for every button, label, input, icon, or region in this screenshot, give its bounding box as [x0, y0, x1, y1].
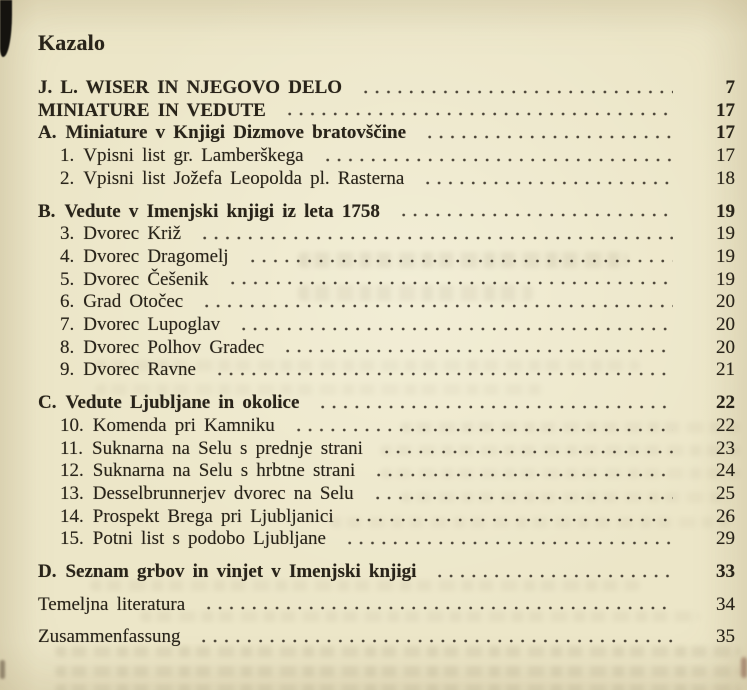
toc-entry-label: Potni list s podobo Ljubljane: [92, 528, 326, 550]
toc-entry: [38, 337, 735, 360]
dot-leader: [370, 495, 673, 501]
dot-leader: [280, 348, 673, 354]
toc-entry-number: 10.: [60, 414, 84, 436]
toc-entry-label: Desselbrunnerjev dvorec na Selu: [92, 482, 354, 504]
toc-entry: [38, 594, 735, 617]
toc-entry-page: 22: [716, 414, 735, 436]
toc-entry: [38, 359, 735, 382]
toc-entry-page: 26: [716, 505, 735, 527]
toc-entry: [38, 483, 735, 506]
toc-entry-label: Grad Otočec: [83, 291, 184, 313]
toc-entry: [38, 168, 735, 191]
dot-leader: [358, 89, 673, 95]
toc-list: [38, 77, 735, 649]
toc-entry-label: Vedute Ljubljane in okolice: [65, 392, 300, 414]
dot-leader: [245, 258, 673, 264]
toc-entry: [38, 100, 735, 123]
toc-entry: [38, 77, 735, 100]
dot-leader: [282, 111, 673, 117]
toc-entry-label: Zusammenfassung: [38, 626, 181, 648]
toc-entry-label: Temeljna literatura: [38, 593, 186, 615]
toc-entry-label: Dvorec Križ: [83, 223, 182, 245]
toc-entry-page: 20: [716, 314, 735, 336]
toc-entry-page: 29: [716, 528, 735, 550]
toc-entry-page: 33: [716, 561, 735, 583]
toc-entry-label: Vedute v Imenjski knjigi iz leta 1758: [64, 200, 380, 222]
toc-entry-page: 20: [716, 336, 735, 358]
toc-entry: [38, 392, 735, 415]
toc-entry: [38, 506, 735, 529]
toc-entry-label: Suknarna na Selu s prednje strani: [92, 437, 363, 459]
toc-entry-page: 17: [716, 145, 735, 167]
dot-leader: [315, 404, 673, 410]
toc-entry: [38, 246, 735, 269]
toc-entry-label: Dvorec Dragomelj: [83, 245, 229, 267]
toc-entry-page: 19: [716, 268, 735, 290]
toc-entry-number: 6.: [60, 291, 75, 313]
dot-leader: [320, 157, 673, 163]
dot-leader: [420, 180, 673, 186]
toc-entry-number: 9.: [60, 359, 75, 381]
toc-entry-page: 19: [716, 200, 735, 222]
toc-entry: [38, 269, 735, 292]
toc-entry-label: Dvorec Lupoglav: [83, 314, 221, 336]
toc-entry-number: 2.: [60, 167, 75, 189]
toc-entry-label: Dvorec Češenik: [83, 268, 209, 290]
toc-entry: [38, 561, 735, 584]
dot-leader: [342, 540, 673, 546]
page-title: Kazalo: [38, 30, 106, 55]
toc-entry-label: J. L. WISER IN NJEGOVO DELO: [38, 77, 343, 98]
toc-entry-page: 17: [716, 122, 735, 144]
scan-edge-smudge: [741, 657, 747, 678]
toc-entry-label: Prospekt Brega pri Ljubljanici: [92, 505, 334, 527]
toc-entry-number: 13.: [60, 482, 84, 504]
toc-entry-number: 4.: [60, 245, 75, 267]
toc-entry-number: 5.: [60, 268, 75, 290]
toc-entry-page: 7: [725, 77, 735, 98]
dot-leader: [350, 517, 673, 523]
toc-entry-page: 25: [716, 482, 735, 504]
scan-edge-smudge: [0, 660, 5, 679]
dot-leader: [212, 371, 673, 377]
toc-entry-page: 23: [716, 437, 735, 459]
toc-entry-page: 21: [716, 359, 735, 381]
toc-entry-label: Seznam grbov in vinjet v Imenjski knjigi: [65, 561, 417, 583]
toc-entry-number: 14.: [60, 505, 84, 527]
toc-entry-label: Suknarna na Selu s hrbtne strani: [92, 460, 356, 482]
toc-entry-number: 7.: [60, 314, 75, 336]
toc-entry-label: Miniature v Knjigi Dizmove bratovščine: [65, 122, 406, 144]
toc-entry: [38, 415, 735, 438]
toc-entry-page: 35: [716, 626, 735, 648]
scan-edge-mark: [0, 0, 12, 57]
dot-leader: [371, 472, 673, 478]
toc-entry-page: 24: [716, 460, 735, 482]
toc-entry-page: 22: [716, 392, 735, 414]
toc-entry: [38, 460, 735, 483]
toc-entry-label: Vpisni list gr. Lamberškega: [83, 145, 304, 167]
toc-entry-number: D.: [38, 561, 57, 583]
toc-entry-label: MINIATURE IN VEDUTE: [38, 99, 266, 121]
toc-entry: [38, 528, 735, 551]
bleedthrough-smudge: [55, 666, 740, 677]
toc-entry: [38, 438, 735, 461]
toc-entry-label: Komenda pri Kamniku: [92, 414, 275, 436]
toc-entry-number: 11.: [60, 437, 84, 459]
toc-entry: [38, 122, 735, 145]
toc-entry-number: C.: [38, 392, 57, 414]
table-of-contents: [38, 30, 735, 649]
dot-leader: [236, 326, 673, 332]
toc-entry: [38, 145, 735, 168]
toc-entry-number: 15.: [60, 528, 84, 550]
toc-entry-page: 17: [716, 99, 735, 121]
toc-entry-number: 8.: [60, 336, 75, 358]
toc-entry-page: 20: [716, 291, 735, 313]
toc-entry-page: 34: [716, 593, 735, 615]
toc-entry-label: Vpisni list Jožefa Leopolda pl. Rasterna: [83, 167, 405, 189]
toc-entry: [38, 314, 735, 337]
toc-entry-label: Dvorec Polhov Gradec: [83, 336, 265, 358]
dot-leader: [225, 280, 673, 286]
toc-entry-page: 18: [716, 167, 735, 189]
dot-leader: [422, 134, 673, 140]
toc-entry-number: A.: [38, 122, 57, 144]
toc-entry-number: 12.: [60, 460, 84, 482]
dot-leader: [291, 427, 673, 433]
dot-leader: [196, 638, 673, 644]
toc-entry-page: 19: [716, 245, 735, 267]
dot-leader: [432, 573, 673, 579]
toc-entry: [38, 626, 735, 649]
dot-leader: [396, 212, 673, 218]
toc-entry: [38, 223, 735, 246]
toc-entry-number: B.: [38, 200, 56, 222]
toc-entry-page: 19: [716, 223, 735, 245]
dot-leader: [379, 449, 673, 455]
toc-entry: [38, 291, 735, 314]
toc-entry: [38, 201, 735, 224]
toc-entry-number: 3.: [60, 223, 75, 245]
dot-leader: [199, 303, 673, 309]
dot-leader: [197, 235, 673, 241]
bleedthrough-smudge: [55, 684, 740, 690]
dot-leader: [201, 605, 673, 611]
toc-entry-label: Dvorec Ravne: [83, 359, 196, 381]
toc-entry-number: 1.: [60, 145, 75, 167]
